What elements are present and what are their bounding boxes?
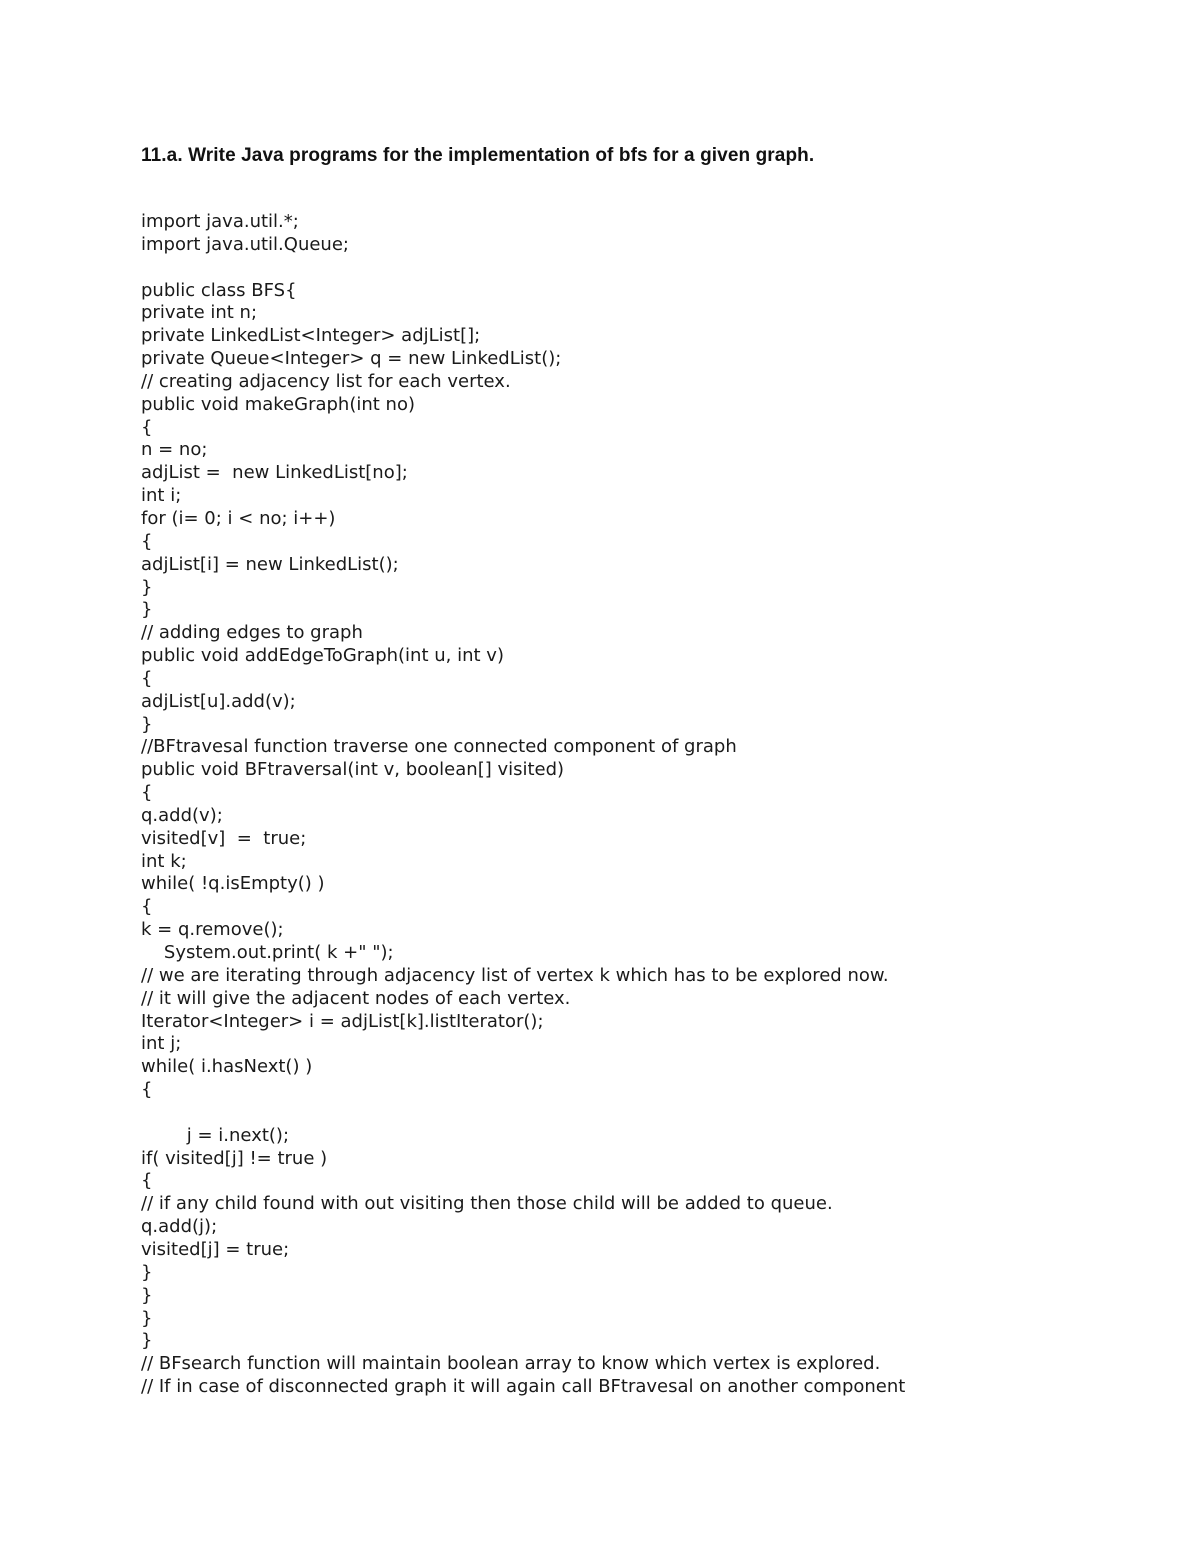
code-line: q.add(j); xyxy=(141,1216,218,1238)
code-line: } xyxy=(141,1284,153,1306)
code-line: { xyxy=(141,1079,153,1101)
code-line: public class BFS{ xyxy=(141,279,297,301)
code-line: { xyxy=(141,667,153,689)
code-line: import java.util.Queue; xyxy=(141,233,349,255)
code-line: } xyxy=(141,1307,153,1329)
code-line: } xyxy=(141,599,153,621)
code-line: } xyxy=(141,1261,153,1283)
code-line: while( !q.isEmpty() ) xyxy=(141,873,325,895)
code-line: public void addEdgeToGraph(int u, int v) xyxy=(141,645,504,667)
code-line: } xyxy=(141,713,153,735)
code-line: adjList[i] = new LinkedList(); xyxy=(141,553,399,575)
code-line: { xyxy=(141,782,153,804)
code-line: if( visited[j] != true ) xyxy=(141,1147,328,1169)
code-line: public void makeGraph(int no) xyxy=(141,393,415,415)
code-line xyxy=(141,257,1141,280)
code-line: private LinkedList<Integer> adjList[]; xyxy=(141,325,481,347)
code-line: } xyxy=(141,1330,153,1352)
code-line: import java.util.*; xyxy=(141,211,299,232)
code-line: // If in case of disconnected graph it will again call BFtravesal on another component xyxy=(141,1376,906,1398)
code-line: visited[v] = true; xyxy=(141,827,307,849)
code-line: //BFtravesal function traverse one connected component of graph xyxy=(141,736,737,758)
code-block xyxy=(141,211,1141,1399)
code-line: for (i= 0; i < no; i++) xyxy=(141,507,336,529)
code-line: { xyxy=(141,1170,153,1192)
code-line: Iterator<Integer> i = adjList[k].listIterator(); xyxy=(141,1010,544,1032)
code-line: { xyxy=(141,416,153,438)
code-line: k = q.remove(); xyxy=(141,919,284,941)
code-line: private int n; xyxy=(141,302,258,324)
page-title: 11.a. Write Java programs for the implementation of bfs for a given graph. xyxy=(141,145,815,166)
code-line: // adding edges to graph xyxy=(141,622,363,644)
code-line: } xyxy=(141,576,153,598)
code-line: private Queue<Integer> q = new LinkedList(); xyxy=(141,348,562,370)
code-line: // if any child found with out visiting then those child will be added to queue. xyxy=(141,1193,833,1215)
code-line: // creating adjacency list for each vertex. xyxy=(141,370,511,392)
code-line xyxy=(141,1102,1141,1125)
code-line: System.out.print( k +" "); xyxy=(141,942,394,963)
code-line: // it will give the adjacent nodes of each vertex. xyxy=(141,987,571,1009)
code-line: visited[j] = true; xyxy=(141,1238,290,1260)
code-line: j = i.next(); xyxy=(141,1124,290,1146)
code-line: { xyxy=(141,530,153,552)
code-line: int k; xyxy=(141,850,187,872)
code-line: adjList[u].add(v); xyxy=(141,690,296,712)
code-line: adjList = new LinkedList[no]; xyxy=(141,462,408,484)
code-line: int j; xyxy=(141,1033,182,1055)
code-line: public void BFtraversal(int v, boolean[] visited) xyxy=(141,759,565,781)
code-line: n = no; xyxy=(141,439,208,461)
code-line: int i; xyxy=(141,485,182,507)
code-line: { xyxy=(141,896,153,918)
code-line: while( i.hasNext() ) xyxy=(141,1056,313,1078)
code-line: q.add(v); xyxy=(141,804,223,826)
code-line: // we are iterating through adjacency list of vertex k which has to be explored now. xyxy=(141,964,889,986)
code-line: // BFsearch function will maintain boolean array to know which vertex is explored. xyxy=(141,1353,881,1375)
